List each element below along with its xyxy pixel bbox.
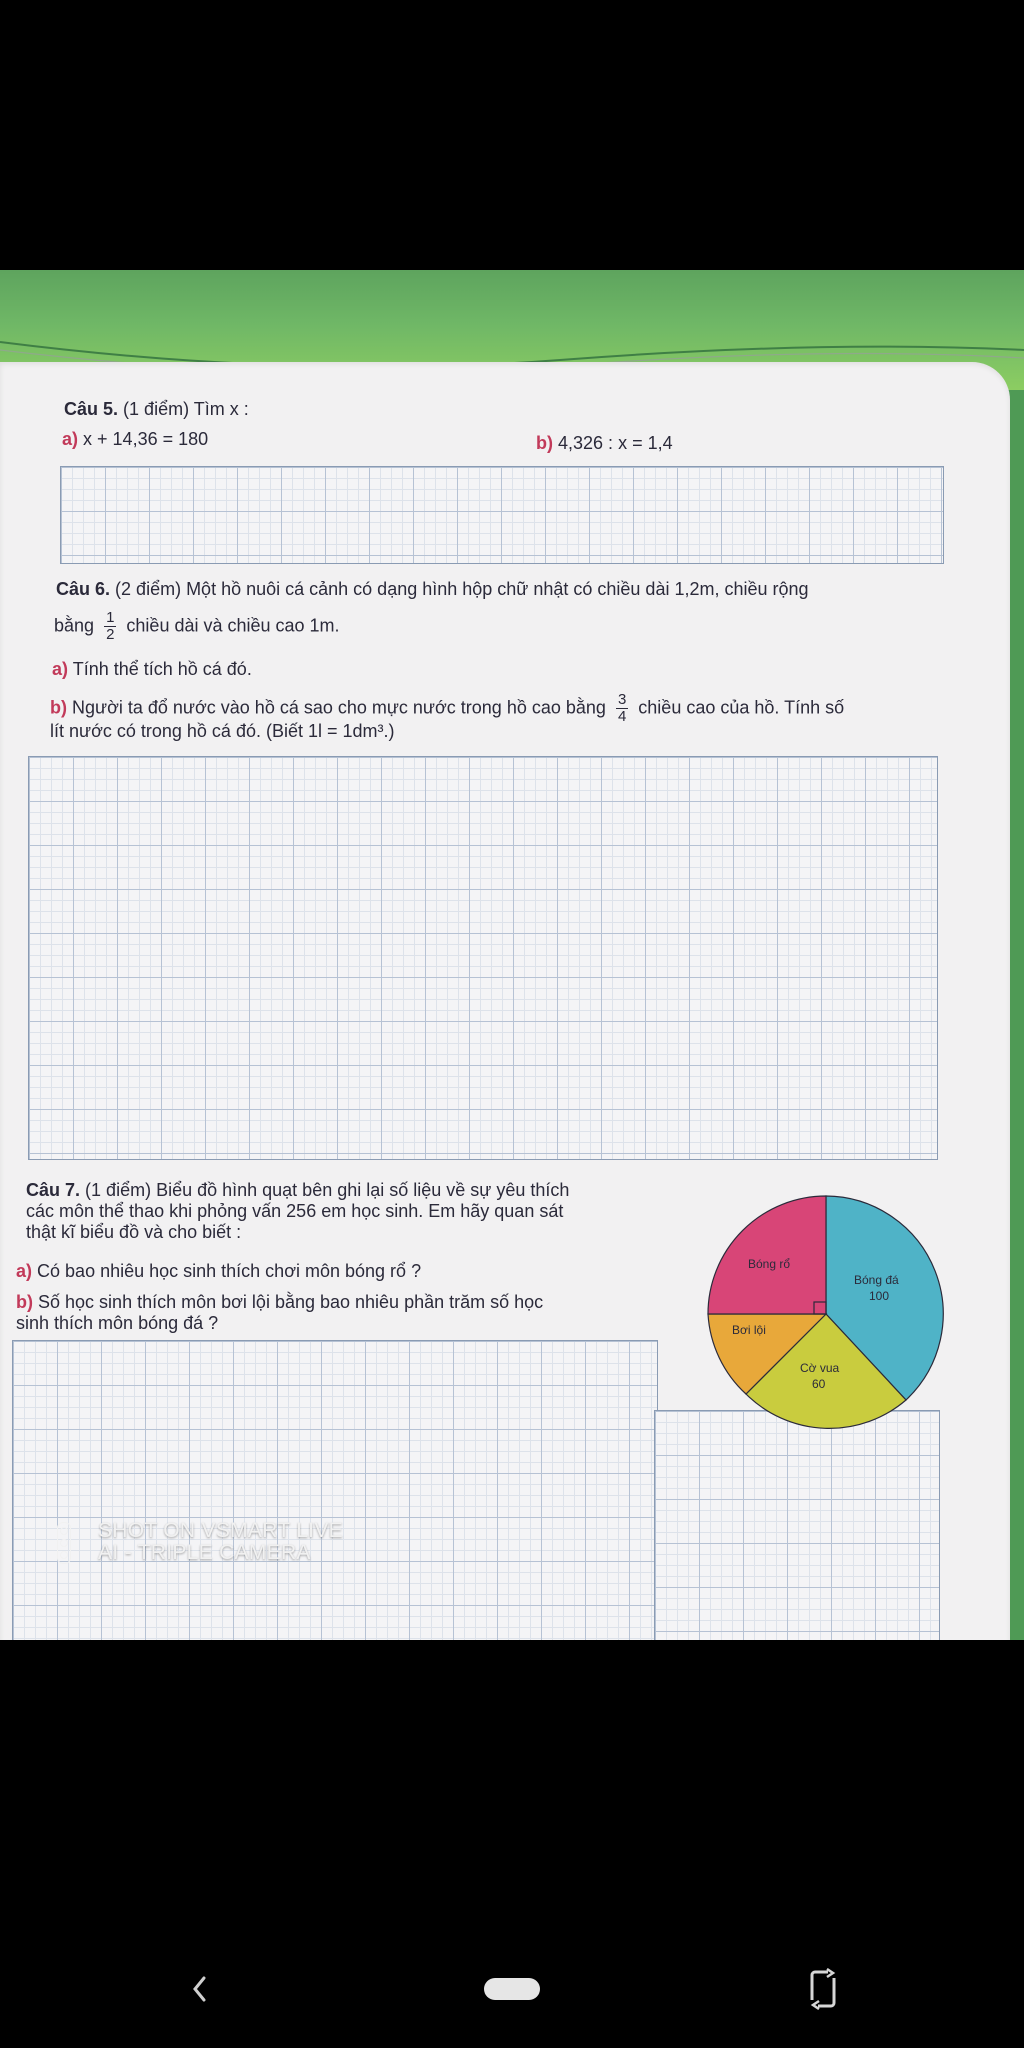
q5-a-label: a) bbox=[62, 429, 79, 449]
q6-a-text: Tính thể tích hồ cá đó. bbox=[72, 659, 252, 679]
home-pill-icon[interactable] bbox=[484, 1978, 540, 2000]
camera-watermark bbox=[60, 1520, 343, 1564]
q5-heading bbox=[64, 398, 249, 421]
q7-b-line2: sinh thích môn bóng đá ? bbox=[16, 1313, 219, 1333]
q6-line2-post: chiều dài và chiều cao 1m. bbox=[126, 615, 340, 636]
q5-b-expr: 4,326 : x = 1,4 bbox=[558, 433, 673, 453]
q6-frac2-den: 4 bbox=[617, 708, 627, 725]
pie-value-bong-da: 100 bbox=[869, 1289, 890, 1303]
q6-b-line2: lít nước có trong hồ cá đó. (Biết 1l = 1dm³.) bbox=[50, 721, 395, 741]
pie-label-bong-da: Bóng đá bbox=[854, 1273, 899, 1287]
q6-a-label: a) bbox=[52, 659, 69, 679]
q7-b-text: Số học sinh thích môn bơi lội bằng bao nhiêu phần trăm số học bbox=[38, 1292, 544, 1312]
camera-lens-icon bbox=[57, 1522, 71, 1564]
q6-title: Câu 6. bbox=[56, 579, 111, 599]
pie-value-co-vua: 60 bbox=[812, 1377, 826, 1391]
q7-a-label: a) bbox=[16, 1261, 33, 1281]
q6-fraction-half bbox=[104, 610, 116, 643]
q7-line3: thật kĩ biểu đồ và cho biết : bbox=[26, 1222, 242, 1242]
q7-intro bbox=[26, 1180, 686, 1243]
q6-line1-text: (2 điểm) Một hồ nuôi cá cảnh có dạng hình hộp chữ nhật có chiều dài 1,2m, chiều rộng bbox=[115, 579, 809, 599]
watermark-line1: SHOT ON VSMART LIVE bbox=[98, 1519, 343, 1542]
q6-b-text-post: chiều cao của hồ. Tính số bbox=[638, 697, 845, 718]
sports-pie-chart bbox=[706, 1194, 946, 1434]
q7-answer-grid-left[interactable] bbox=[12, 1340, 658, 1640]
q7-part-a bbox=[16, 1260, 421, 1283]
q5-b-label: b) bbox=[536, 433, 553, 453]
q6-b-text-pre: Người ta đổ nước vào hồ cá sao cho mực nước trong hồ cao bằng bbox=[72, 697, 606, 718]
q6-line2-pre: bằng bbox=[54, 615, 95, 636]
rotate-icon[interactable] bbox=[808, 1968, 838, 2010]
q5-points: (1 điểm) Tìm x : bbox=[123, 399, 249, 419]
q6-answer-grid[interactable] bbox=[28, 756, 938, 1160]
chevron-left-icon[interactable] bbox=[188, 1974, 212, 2004]
watermark-line2: AI - TRIPLE CAMERA bbox=[98, 1541, 311, 1564]
q5-title: Câu 5. bbox=[64, 399, 119, 419]
q7-title: Câu 7. bbox=[26, 1180, 81, 1200]
q5-part-b bbox=[536, 432, 673, 455]
q6-fraction-three-quarters bbox=[616, 692, 628, 725]
q7-line1: (1 điểm) Biểu đồ hình quạt bên ghi lại số liệu về sự yêu thích bbox=[85, 1180, 570, 1200]
q6-frac1-num: 1 bbox=[106, 609, 115, 626]
pie-svg bbox=[706, 1194, 946, 1434]
photo-area bbox=[0, 270, 1024, 1640]
q7-answer-grid-right[interactable] bbox=[654, 1410, 940, 1640]
q5-a-expr: x + 14,36 = 180 bbox=[83, 429, 209, 449]
q5-answer-grid[interactable] bbox=[60, 466, 944, 564]
android-nav-bar bbox=[0, 1930, 1024, 2048]
q6-part-a bbox=[52, 658, 252, 681]
q7-part-b bbox=[16, 1292, 676, 1334]
q7-b-label: b) bbox=[16, 1292, 33, 1312]
pie-label-boi-loi: Bơi lội bbox=[732, 1323, 766, 1337]
q6-frac1-den: 2 bbox=[106, 626, 115, 643]
q5-part-a bbox=[62, 428, 208, 451]
q6-line1 bbox=[56, 578, 956, 601]
pie-label-co-vua: Cờ vua bbox=[800, 1361, 840, 1375]
q6-line2 bbox=[54, 610, 340, 643]
pie-slice-bong-ro bbox=[708, 1196, 826, 1314]
worksheet-page bbox=[0, 362, 1010, 1640]
q6-frac2-num: 3 bbox=[617, 691, 627, 708]
q7-line2: các môn thể thao khi phỏng vấn 256 em học sinh. Em hãy quan sát bbox=[26, 1201, 564, 1221]
pie-label-bong-ro: Bóng rổ bbox=[748, 1257, 791, 1271]
q6-b-label: b) bbox=[50, 697, 67, 718]
q7-a-text: Có bao nhiêu học sinh thích chơi môn bóng rổ ? bbox=[37, 1261, 422, 1281]
